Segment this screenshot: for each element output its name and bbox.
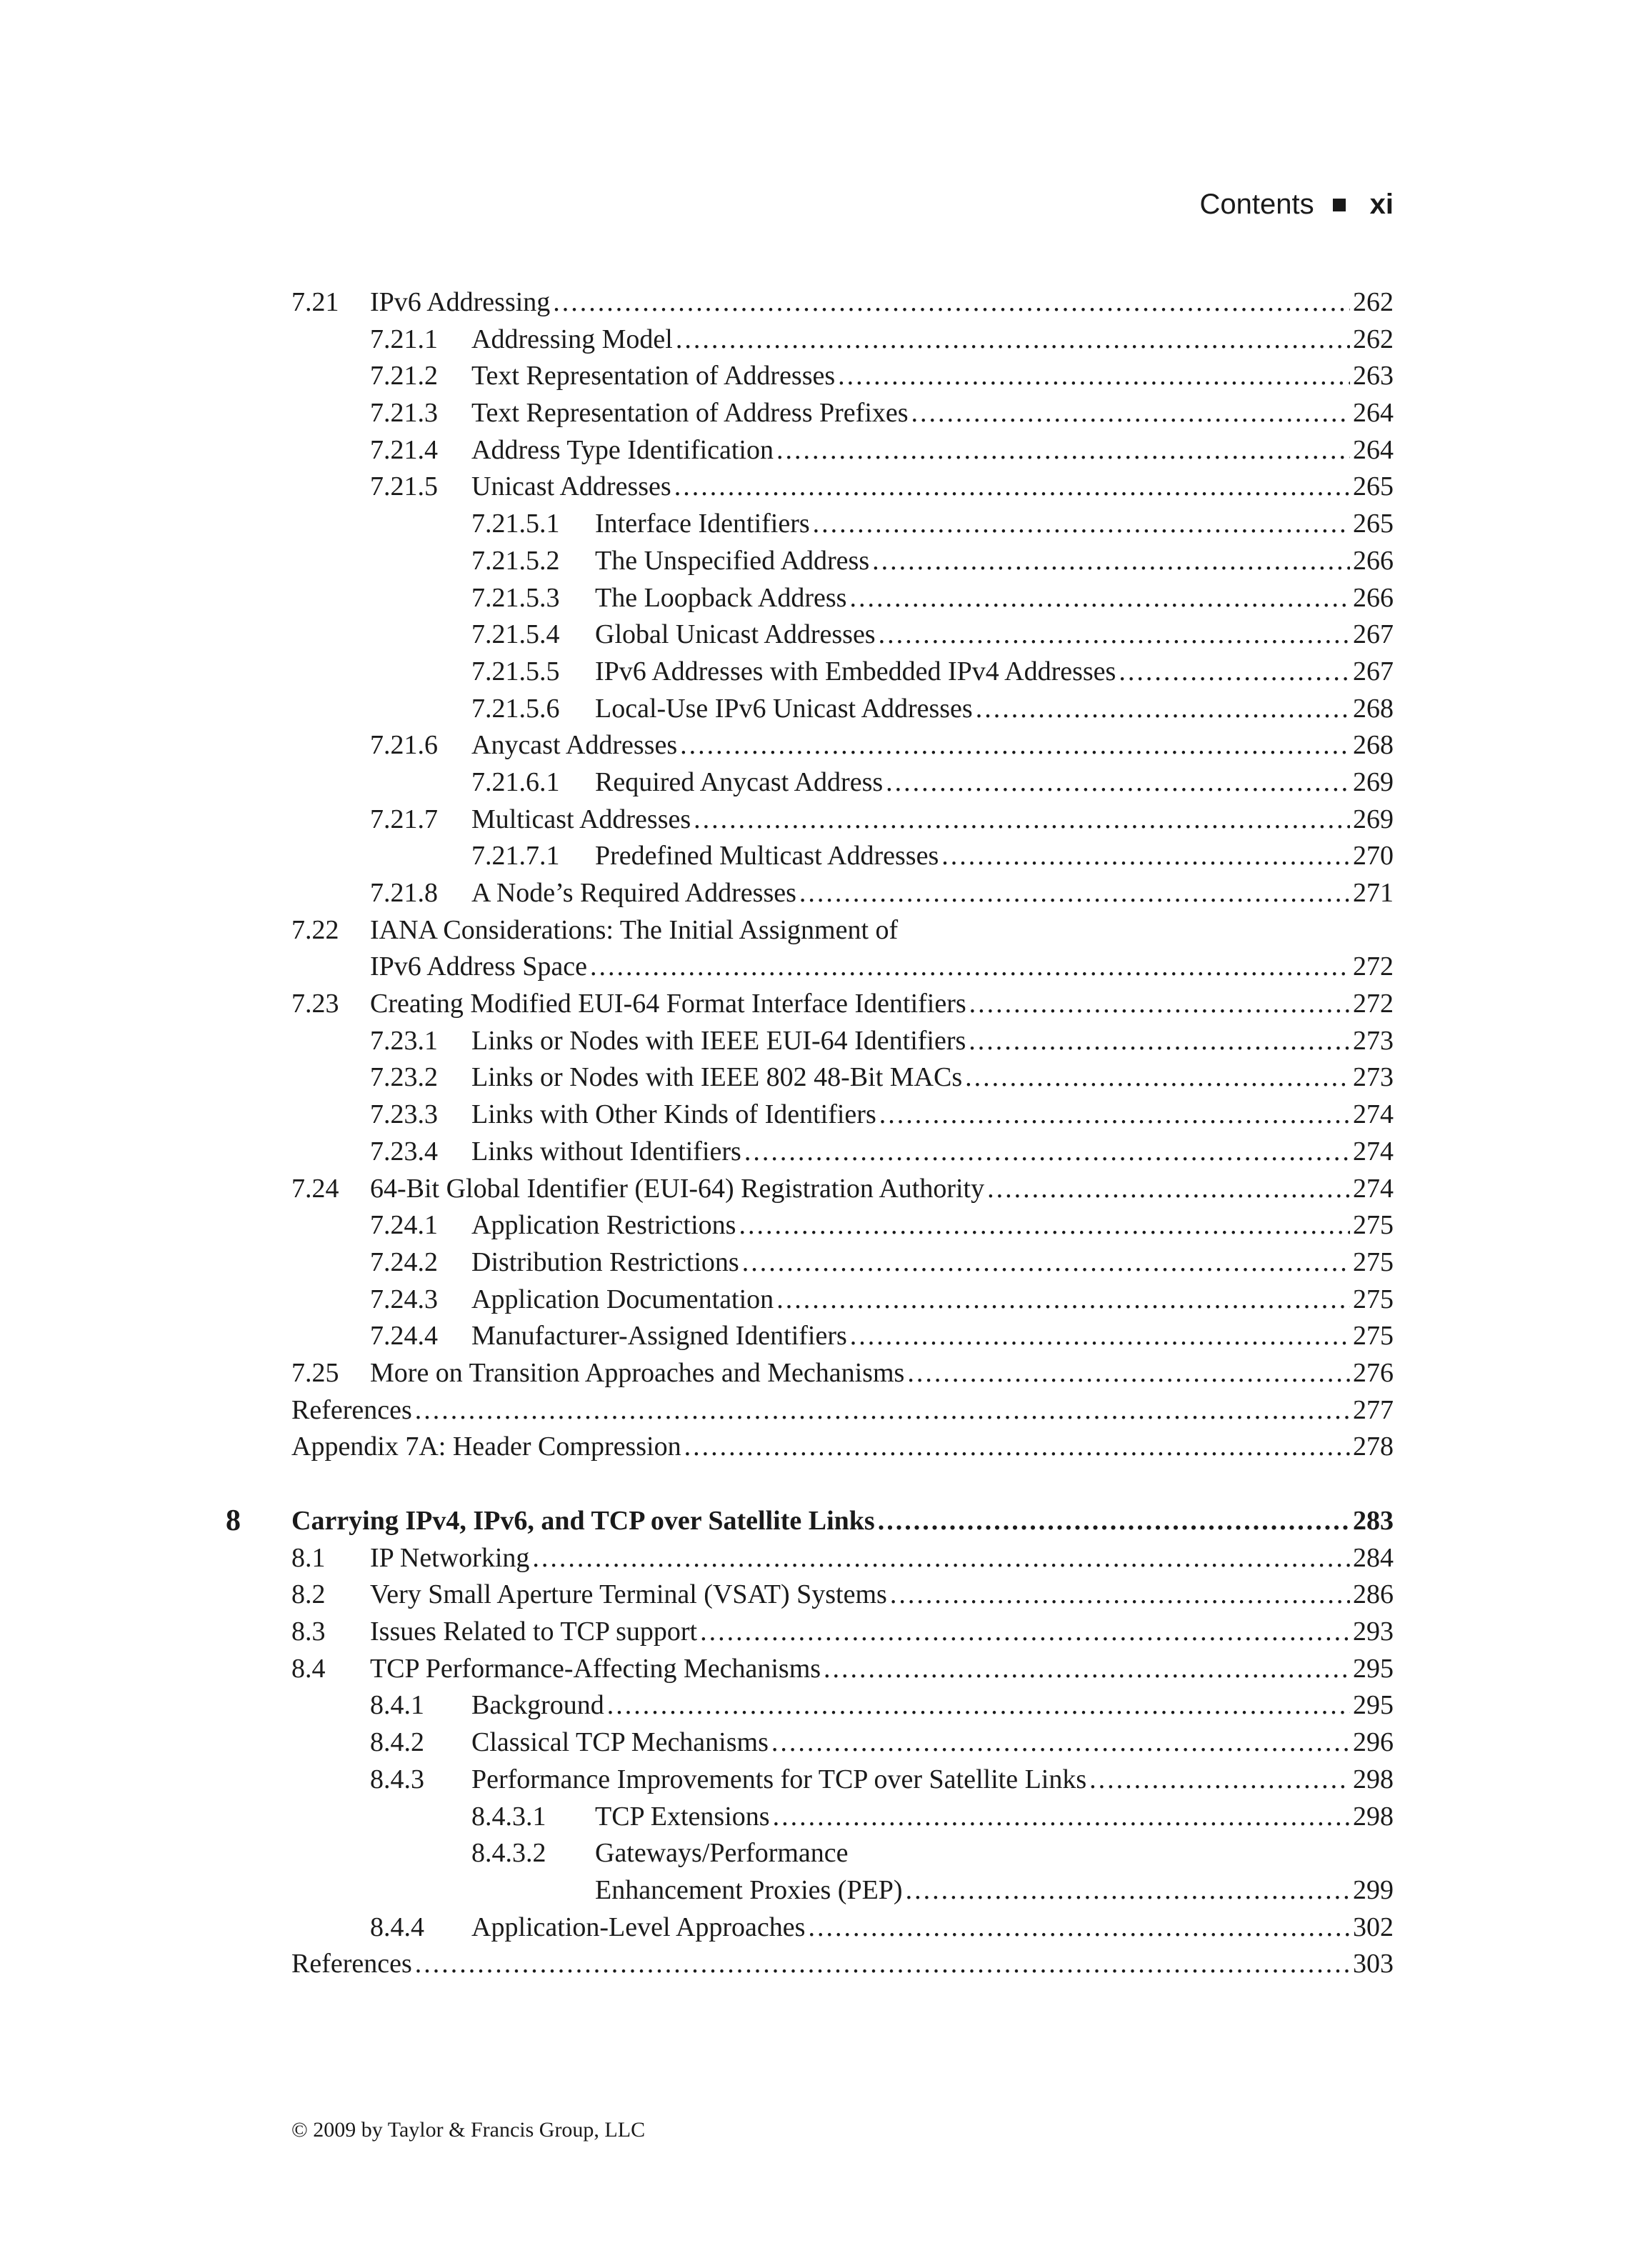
dot-leader	[776, 1282, 1350, 1319]
table-of-contents	[0, 284, 1625, 1983]
toc-entry[interactable]	[0, 1946, 1625, 1983]
toc-entry[interactable]	[0, 1614, 1625, 1651]
toc-entry-title: Application Documentation	[471, 1282, 776, 1319]
toc-entry-number: 7.21.1	[370, 324, 438, 354]
toc-entry-title: Enhancement Proxies (PEP)	[595, 1872, 906, 1909]
toc-entry[interactable]	[0, 1207, 1625, 1244]
toc-entry-page: 276	[1353, 1357, 1394, 1388]
toc-entry-title: IANA Considerations: The Initial Assignment of	[370, 912, 901, 949]
toc-entry-page: 278	[1353, 1432, 1394, 1462]
toc-entry-title: 64-Bit Global Identifier (EUI-64) Registration Authority	[370, 1171, 987, 1208]
dot-leader	[879, 1096, 1350, 1134]
toc-entry-page: 267	[1353, 619, 1394, 650]
toc-entry[interactable]	[0, 395, 1625, 432]
toc-entry-page: 275	[1353, 1210, 1394, 1241]
toc-entry-title: Issues Related to TCP support	[370, 1614, 700, 1651]
toc-entry-number: 8.4.4	[370, 1912, 424, 1942]
toc-entry-number: 7.21.7	[370, 804, 438, 834]
toc-entry-title: Unicast Addresses	[471, 469, 674, 506]
toc-entry[interactable]	[0, 616, 1625, 654]
toc-entry-title: IPv6 Addresses with Embedded IPv4 Addresses	[595, 654, 1119, 691]
dot-leader	[965, 1059, 1350, 1096]
toc-entry-title: Required Anycast Address	[595, 764, 886, 801]
toc-entry-page: 286	[1353, 1579, 1394, 1610]
toc-entry-number: 7.21.2	[370, 361, 438, 391]
dot-leader	[553, 284, 1350, 321]
toc-entry[interactable]	[0, 469, 1625, 506]
toc-entry-page: 298	[1353, 1764, 1394, 1794]
toc-entry-number: 8.4.3.2	[471, 1838, 546, 1869]
toc-entry-page: 270	[1353, 841, 1394, 871]
toc-entry[interactable]	[0, 1651, 1625, 1688]
toc-entry-page: 299	[1353, 1874, 1394, 1905]
toc-entry-title: The Loopback Address	[595, 580, 849, 617]
toc-entry[interactable]	[0, 1762, 1625, 1799]
toc-entry-page: 275	[1353, 1247, 1394, 1277]
toc-entry[interactable]	[0, 1392, 1625, 1429]
dot-leader	[969, 986, 1350, 1023]
toc-entry-number: 7.21.5.6	[471, 693, 560, 724]
toc-entry-number: 8.1	[291, 1542, 326, 1573]
toc-entry[interactable]	[0, 1577, 1625, 1614]
toc-entry-page: 264	[1353, 398, 1394, 429]
toc-entry-number: 7.21.5.5	[471, 656, 560, 686]
dot-leader	[907, 1355, 1350, 1392]
dot-leader	[878, 1503, 1350, 1540]
toc-entry-number: 7.25	[291, 1357, 339, 1388]
dot-leader	[969, 1023, 1350, 1060]
toc-entry-page: 273	[1353, 1062, 1394, 1093]
toc-entry[interactable]	[0, 1318, 1625, 1355]
toc-entry-number: 7.23	[291, 989, 339, 1019]
dot-leader	[872, 543, 1350, 580]
toc-entry-title: Application-Level Approaches	[471, 1909, 808, 1947]
dot-leader	[415, 1946, 1350, 1983]
toc-entry-title: Carrying IPv4, IPv6, and TCP over Satellite Links	[291, 1503, 878, 1540]
toc-entry[interactable]	[0, 284, 1625, 321]
toc-entry[interactable]	[0, 432, 1625, 469]
dot-leader	[773, 1799, 1350, 1836]
dot-leader	[813, 506, 1350, 543]
toc-entry[interactable]	[0, 1282, 1625, 1319]
toc-entry-page: 269	[1353, 804, 1394, 834]
dot-leader	[415, 1392, 1350, 1429]
toc-entry-page: 295	[1353, 1653, 1394, 1684]
dot-leader	[607, 1687, 1350, 1724]
toc-entry-number: 7.21.5.1	[471, 509, 560, 539]
toc-entry-page: 303	[1353, 1949, 1394, 1979]
toc-entry[interactable]	[0, 1171, 1625, 1208]
toc-entry-title: Interface Identifiers	[595, 506, 813, 543]
toc-entry[interactable]	[0, 801, 1625, 839]
toc-entry-page: 302	[1353, 1912, 1394, 1942]
toc-entry-title: Links or Nodes with IEEE EUI-64 Identifiers	[471, 1023, 969, 1060]
toc-entry-page: 283	[1353, 1506, 1394, 1536]
toc-entry[interactable]	[0, 543, 1625, 580]
toc-entry-title: Local-Use IPv6 Unicast Addresses	[595, 691, 976, 728]
toc-entry-number: 7.23.1	[370, 1025, 438, 1056]
dot-leader	[976, 691, 1350, 728]
toc-entry-title: Distribution Restrictions	[471, 1244, 742, 1282]
toc-entry-title: Text Representation of Address Prefixes	[471, 395, 911, 432]
toc-entry-title: Address Type Identification	[471, 432, 776, 469]
toc-entry-page: 274	[1353, 1099, 1394, 1130]
toc-entry-number: 7.24.1	[370, 1210, 438, 1241]
toc-entry-title: IPv6 Addressing	[370, 284, 553, 321]
toc-entry-number: 7.21.3	[370, 398, 438, 429]
toc-entry-page: 272	[1353, 989, 1394, 1019]
dot-leader	[941, 838, 1350, 875]
toc-entry[interactable]	[0, 654, 1625, 691]
toc-entry-page: 262	[1353, 324, 1394, 354]
toc-entry[interactable]	[0, 580, 1625, 617]
dot-leader	[674, 469, 1350, 506]
toc-entry-title: Performance Improvements for TCP over Satellite Links	[471, 1762, 1089, 1799]
page-folio: xi	[1369, 189, 1394, 220]
toc-entry-number: 7.21.4	[370, 434, 438, 465]
toc-entry[interactable]	[0, 875, 1625, 912]
toc-entry-number: 7.24	[291, 1173, 339, 1204]
toc-entry[interactable]	[0, 1244, 1625, 1282]
toc-entry-title: Very Small Aperture Terminal (VSAT) Systems	[370, 1577, 890, 1614]
toc-entry-page: 277	[1353, 1394, 1394, 1425]
toc-entry-number: 8.4.3.1	[471, 1801, 546, 1832]
toc-entry[interactable]	[0, 986, 1625, 1023]
toc-entry-title: Links or Nodes with IEEE 802 48-Bit MACs	[471, 1059, 965, 1096]
toc-entry[interactable]	[0, 1023, 1625, 1060]
toc-entry-number: 8.4.2	[370, 1727, 424, 1758]
dot-leader	[1119, 654, 1350, 691]
toc-entry-page: 275	[1353, 1284, 1394, 1314]
toc-entry-number: 7.23.2	[370, 1062, 438, 1093]
toc-entry-number: 8.4.1	[370, 1690, 424, 1721]
toc-entry-number: 8.4	[291, 1653, 326, 1684]
toc-entry[interactable]	[0, 727, 1625, 764]
running-head	[1200, 189, 1394, 221]
dot-leader	[771, 1724, 1350, 1762]
dot-leader	[739, 1207, 1350, 1244]
toc-entry-page: 268	[1353, 693, 1394, 724]
toc-entry-title: Background	[471, 1687, 607, 1724]
dot-leader	[799, 875, 1350, 912]
toc-entry-number: 7.21.5.4	[471, 619, 560, 650]
toc-entry-page: 272	[1353, 951, 1394, 982]
toc-entry-title: Predefined Multicast Addresses	[595, 838, 941, 875]
copyright-footer: © 2009 by Taylor & Francis Group, LLC	[291, 2118, 646, 2142]
toc-entry[interactable]	[0, 506, 1625, 543]
toc-entry-number: 7.21.7.1	[471, 841, 560, 871]
toc-entry-title: The Unspecified Address	[595, 543, 872, 580]
toc-entry-title: References	[291, 1946, 415, 1983]
toc-entry[interactable]	[0, 1134, 1625, 1171]
toc-entry-page: 266	[1353, 545, 1394, 576]
dot-leader	[744, 1134, 1350, 1171]
dot-leader	[850, 1318, 1350, 1355]
toc-entry-page: 262	[1353, 287, 1394, 317]
square-bullet-icon	[1333, 199, 1346, 211]
toc-entry-number: 7.21.8	[370, 878, 438, 908]
toc-entry-title: Links without Identifiers	[471, 1134, 744, 1171]
dot-leader	[906, 1872, 1350, 1909]
toc-entry-number: 7.21.6	[370, 730, 438, 761]
toc-entry-number: 7.24.3	[370, 1284, 438, 1314]
toc-entry-number: 8	[226, 1504, 241, 1537]
toc-entry[interactable]	[0, 1835, 1625, 1872]
toc-entry-page: 266	[1353, 582, 1394, 613]
toc-entry-number: 8.2	[291, 1579, 326, 1610]
toc-entry-title: A Node’s Required Addresses	[471, 875, 799, 912]
toc-entry-title: Multicast Addresses	[471, 801, 694, 839]
dot-leader	[911, 395, 1350, 432]
toc-entry-title: Classical TCP Mechanisms	[471, 1724, 771, 1762]
toc-entry-number: 7.23.4	[370, 1136, 438, 1167]
dot-leader	[684, 1429, 1350, 1466]
toc-entry-number: 7.21	[291, 287, 339, 317]
toc-entry-number: 7.24.2	[370, 1247, 438, 1277]
toc-entry-title: Creating Modified EUI-64 Format Interface Identifiers	[370, 986, 969, 1023]
toc-entry-page: 268	[1353, 730, 1394, 761]
dot-leader	[987, 1171, 1350, 1208]
toc-entry-title: Global Unicast Addresses	[595, 616, 879, 654]
dot-leader	[1089, 1762, 1350, 1799]
toc-entry[interactable]	[0, 949, 1625, 986]
toc-entry[interactable]	[0, 321, 1625, 359]
toc-entry-number: 7.24.4	[370, 1321, 438, 1352]
toc-entry-title: Application Restrictions	[471, 1207, 739, 1244]
toc-entry-title: IPv6 Address Space	[370, 949, 590, 986]
toc-entry[interactable]	[0, 1540, 1625, 1577]
toc-entry[interactable]	[0, 1687, 1625, 1724]
dot-leader	[590, 949, 1350, 986]
toc-entry-title: References	[291, 1392, 415, 1429]
toc-entry-number: 7.21.6.1	[471, 766, 560, 797]
toc-entry-title: Appendix 7A: Header Compression	[291, 1429, 684, 1466]
toc-entry[interactable]	[0, 764, 1625, 801]
dot-leader	[808, 1909, 1350, 1947]
dot-leader	[742, 1244, 1350, 1282]
toc-entry-number: 8.3	[291, 1617, 326, 1647]
dot-leader	[776, 432, 1350, 469]
toc-entry-page: 293	[1353, 1617, 1394, 1647]
toc-entry-title: TCP Performance-Affecting Mechanisms	[370, 1651, 824, 1688]
toc-entry-title: Text Representation of Addresses	[471, 358, 838, 395]
dot-leader	[532, 1540, 1350, 1577]
toc-entry-title: TCP Extensions	[595, 1799, 773, 1836]
toc-entry-page: 295	[1353, 1690, 1394, 1721]
toc-entry[interactable]	[0, 1872, 1625, 1909]
toc-entry[interactable]	[0, 691, 1625, 728]
toc-entry-number: 7.21.5.2	[471, 545, 560, 576]
dot-leader	[886, 764, 1350, 801]
toc-entry-title: Anycast Addresses	[471, 727, 680, 764]
toc-entry-page: 273	[1353, 1025, 1394, 1056]
toc-entry-number: 7.21.5.3	[471, 582, 560, 613]
toc-entry-page: 284	[1353, 1542, 1394, 1573]
toc-entry[interactable]	[0, 1429, 1625, 1466]
toc-entry[interactable]	[0, 1724, 1625, 1762]
dot-leader	[824, 1651, 1350, 1688]
dot-leader	[680, 727, 1350, 764]
toc-entry-number: 7.21.5	[370, 471, 438, 502]
dot-leader	[849, 580, 1350, 617]
toc-entry-page: 298	[1353, 1801, 1394, 1832]
toc-entry[interactable]	[0, 1059, 1625, 1096]
toc-entry-title: IP Networking	[370, 1540, 532, 1577]
toc-entry-number: 7.22	[291, 914, 339, 945]
toc-entry-page: 269	[1353, 766, 1394, 797]
toc-entry[interactable]	[0, 1909, 1625, 1947]
dot-leader	[694, 801, 1350, 839]
dot-leader	[676, 321, 1350, 359]
toc-entry-page: 263	[1353, 361, 1394, 391]
toc-entry-number: 7.23.3	[370, 1099, 438, 1130]
toc-entry-title: More on Transition Approaches and Mechanisms	[370, 1355, 907, 1392]
toc-entry-page: 275	[1353, 1321, 1394, 1352]
toc-entry-page: 271	[1353, 878, 1394, 908]
toc-entry-page: 265	[1353, 471, 1394, 502]
toc-entry-page: 265	[1353, 509, 1394, 539]
dot-leader	[700, 1614, 1350, 1651]
toc-entry-page: 274	[1353, 1173, 1394, 1204]
toc-entry[interactable]	[0, 1355, 1625, 1392]
toc-chapter-entry[interactable]	[0, 1503, 1625, 1540]
toc-entry[interactable]	[0, 838, 1625, 875]
dot-leader	[838, 358, 1350, 395]
toc-entry-title: Addressing Model	[471, 321, 676, 359]
dot-leader	[890, 1577, 1350, 1614]
toc-entry[interactable]	[0, 358, 1625, 395]
toc-entry[interactable]	[0, 1799, 1625, 1836]
toc-entry[interactable]	[0, 912, 1625, 949]
toc-entry-page: 267	[1353, 656, 1394, 686]
running-head-section: Contents	[1199, 189, 1314, 220]
toc-entry[interactable]	[0, 1096, 1625, 1134]
toc-entry-page: 264	[1353, 434, 1394, 465]
dot-leader	[879, 616, 1350, 654]
toc-entry-title: Gateways/Performance	[595, 1835, 851, 1872]
toc-entry-number: 8.4.3	[370, 1764, 424, 1794]
toc-entry-title: Links with Other Kinds of Identifiers	[471, 1096, 879, 1134]
toc-entry-page: 296	[1353, 1727, 1394, 1758]
toc-entry-page: 274	[1353, 1136, 1394, 1167]
toc-entry-title: Manufacturer-Assigned Identifiers	[471, 1318, 850, 1355]
